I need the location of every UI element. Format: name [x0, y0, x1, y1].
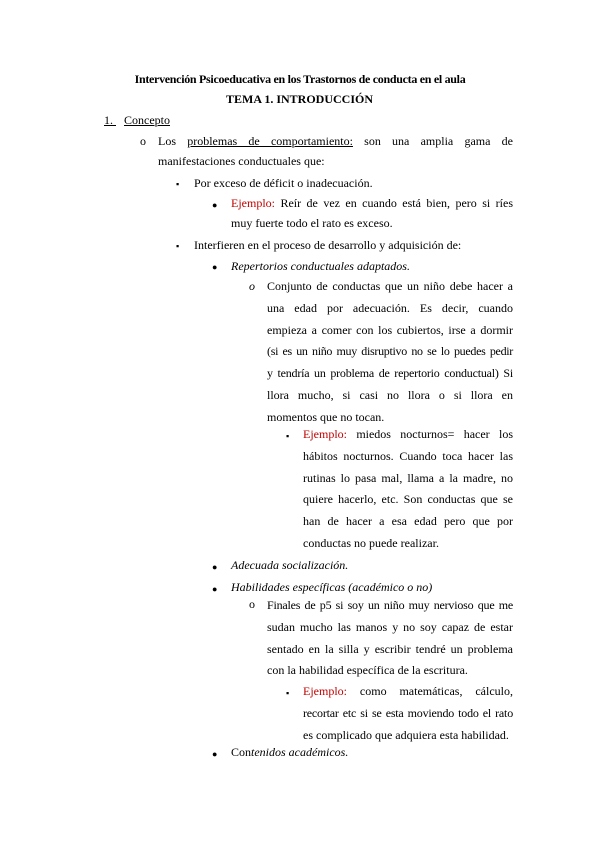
bullet-o-icon: o	[249, 597, 255, 611]
bullet-dot-icon: ●	[212, 262, 218, 272]
conjunto-line: (si es un niño muy disruptivo no se lo puedes pedir	[267, 344, 513, 359]
ejemplo-label: Ejemplo:	[231, 196, 275, 210]
conjunto-line: Conjunto de conductas que un niño debe hacer a	[267, 279, 513, 293]
ejemplo-2-line: conductas no puede realizar.	[303, 535, 439, 550]
bullet-dot-icon: ●	[212, 749, 218, 759]
ejemplo-2	[303, 425, 513, 553]
finales-line: Finales de p5 si soy un niño muy nervioso que me	[267, 598, 513, 612]
finales-paragraph	[267, 596, 513, 681]
bullet-square-icon: ▪	[176, 241, 180, 251]
item-interfieren: Interfieren en el proceso de desarrollo y adquisición de:	[194, 238, 462, 252]
problemas-underlined: problemas de comportamiento:	[187, 134, 353, 148]
ejemplo-1	[231, 194, 513, 233]
ejemplo-2-line: hábitos nocturnos. Cuando toca hacer las	[303, 448, 513, 463]
bullet-square-icon: ▪	[286, 688, 290, 698]
conjunto-paragraph	[267, 277, 513, 427]
ejemplo-2-line: rutinas lo pasa mal, llama a la madre, no	[303, 470, 513, 485]
document-title: Intervención Psicoeducativa en los Trastornos de conducta en el aula	[134, 72, 466, 86]
bullet-square-icon: ▪	[176, 179, 180, 189]
item-adecuada: Adecuada socialización.	[231, 558, 349, 572]
item-repertorios: Repertorios conductuales adaptados.	[231, 259, 410, 273]
finales-line: con la habilidad específica de la escritura.	[267, 663, 468, 678]
conjunto-line: y tendría un problema de repertorio conductual) Si	[267, 366, 513, 381]
bullet-o-icon: o	[140, 134, 146, 148]
item-contenidos: Contenidos académicos.	[231, 745, 349, 759]
ejemplo-1-line-1: Ejemplo: Reír de vez en cuando está bien, pero si ríes	[231, 196, 514, 210]
ejemplo-2-line-1: Ejemplo: miedos nocturnos= hacer los	[303, 427, 513, 441]
section-heading	[104, 111, 170, 131]
finales-line: sentado en la silla y escribir tendré un problema	[267, 641, 513, 656]
ejemplo-2-line: quiere hacerlo, etc. Son conductas que se	[303, 492, 513, 507]
conjunto-line: momentos que no tocan.	[267, 409, 385, 424]
item-exceso: Por exceso de déficit o inadecuación.	[194, 176, 373, 190]
intro-line-2: manifestaciones conductuales que:	[158, 153, 325, 168]
ejemplo-3	[303, 682, 513, 745]
bullet-o-icon: o	[249, 279, 255, 293]
tema-title: TEMA 1. INTRODUCCIÓN	[226, 92, 374, 106]
ejemplo-3-line-1: Ejemplo: como matemáticas, cálculo,	[303, 684, 513, 698]
section-number: 1.	[104, 113, 113, 127]
conjunto-line: una edad por adecuación. Es decir, cuando	[267, 300, 513, 315]
intro-paragraph	[158, 132, 513, 171]
section-title: Concepto	[124, 113, 170, 127]
ejemplo-label: Ejemplo:	[303, 427, 347, 441]
ejemplo-3-line: es complicado que adquiera esta habilidad.	[303, 727, 509, 742]
finales-line: sudan mucho las manos y no soy capaz de estar	[267, 619, 513, 634]
conjunto-line: llora mucho, si casi no llora o si llora en	[267, 387, 513, 402]
intro-line-1: Los problemas de comportamiento: son una amplia gama de	[158, 134, 514, 148]
conjunto-line: empieza a comer con los cubiertos, irse a dormir	[267, 322, 513, 337]
bullet-dot-icon: ●	[212, 200, 218, 210]
ejemplo-1-line-2: muy fuerte todo el rato es exceso.	[231, 215, 393, 230]
ejemplo-2-line: han de hacer a esa edad pero que por	[303, 514, 513, 529]
bullet-square-icon: ▪	[286, 431, 290, 441]
ejemplo-label: Ejemplo:	[303, 684, 347, 698]
item-habilidades: Habilidades específicas (académico o no)	[231, 580, 433, 594]
bullet-dot-icon: ●	[212, 584, 218, 594]
bullet-dot-icon: ●	[212, 562, 218, 572]
ejemplo-3-line: recortar etc si se esta moviendo todo el rato	[303, 705, 513, 720]
